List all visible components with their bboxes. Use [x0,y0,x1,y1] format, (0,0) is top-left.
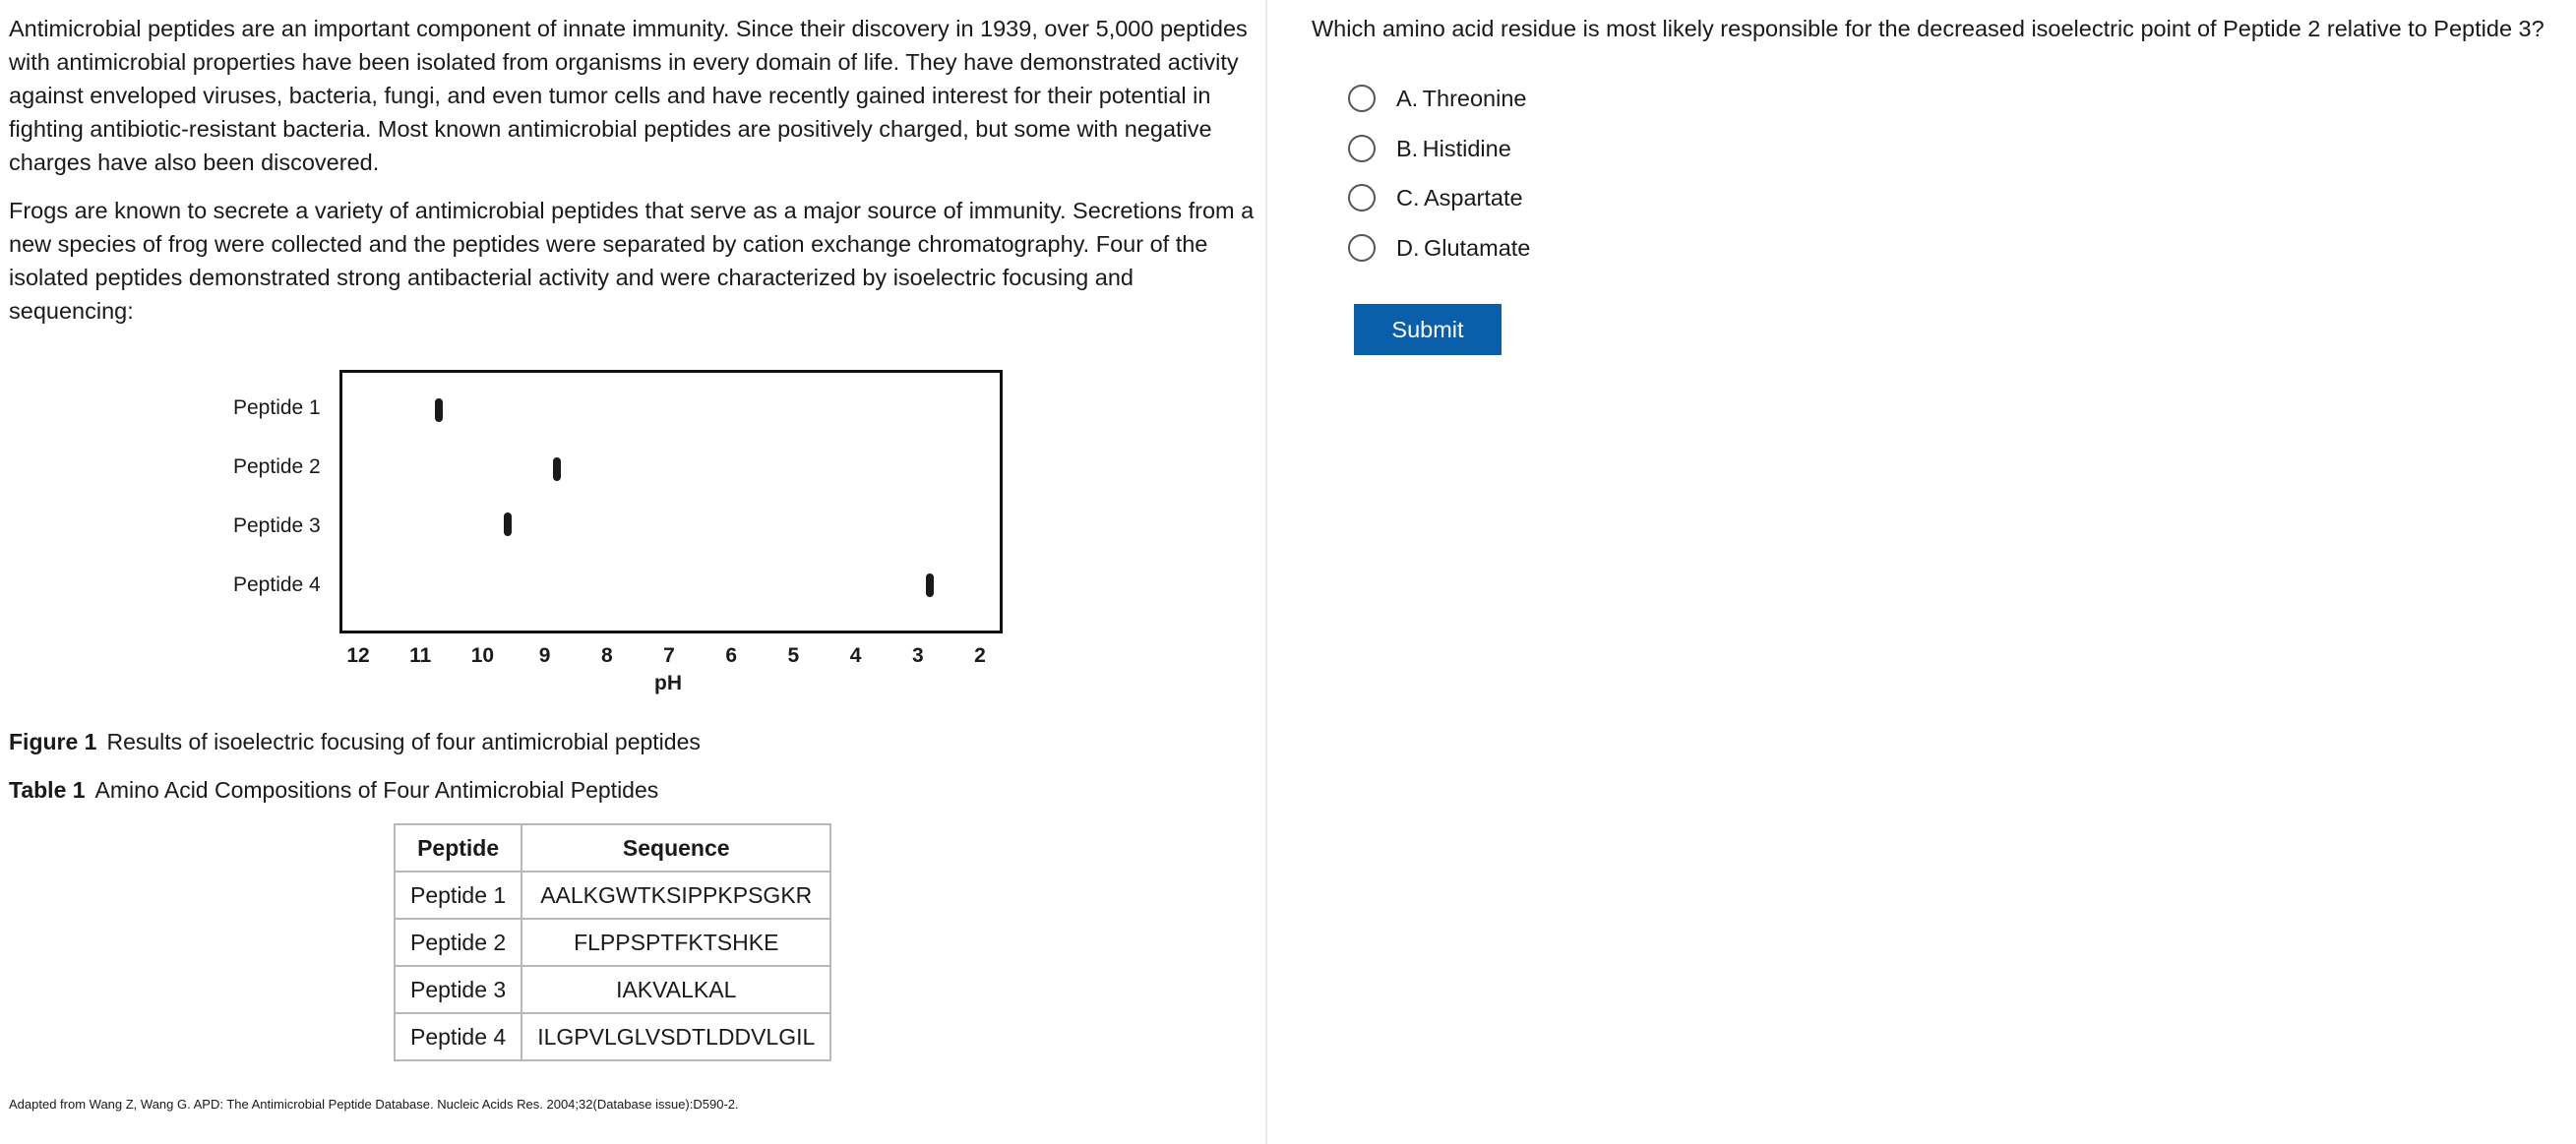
x-axis-label: pH [654,672,682,694]
x-tick-label: 9 [538,644,551,667]
option-letter: D. [1396,234,1420,261]
figure-label: Figure 1 [9,729,97,754]
peptide-sequence-table [394,823,831,1061]
option-letter: B. [1396,135,1419,161]
x-tick-label: 4 [849,644,862,667]
x-tick-label: 8 [600,644,613,667]
table-cell-peptide: Peptide 4 [395,1013,521,1060]
table-header-row [395,824,830,872]
x-tick-label: 2 [974,644,986,667]
x-tick-label: 11 [409,644,432,667]
row-label-peptide-1: Peptide 1 [233,396,321,419]
radio-button[interactable] [1348,184,1376,211]
figure-caption-text: Results of isoelectric focusing of four antimicrobial peptides [106,729,701,754]
row-label-peptide-2: Peptide 2 [233,455,321,478]
answer-option-d[interactable] [1348,230,1530,266]
table-caption [9,777,658,804]
option-label: Aspartate [1423,184,1523,211]
radio-button[interactable] [1348,85,1376,112]
peptide-band-1 [435,398,443,422]
table-row [395,919,830,966]
table-row [395,1013,830,1060]
passage-panel [0,0,1267,1144]
source-credit: Adapted from Wang Z, Wang G. APD: The Antimicrobial Peptide Database. Nucleic Acids Res. 2004;32(Database issue):D590-2. [9,1097,739,1112]
x-tick-label: 7 [663,644,675,667]
x-tick-label: 5 [787,644,800,667]
table-cell-peptide: Peptide 1 [395,872,521,919]
passage-paragraph-1: Antimicrobial peptides are an important component of innate immunity. Since their discovery in 1939, over 5,000 peptides with antimicrobial properties have been isolated from organisms in every domain of life. They have demonstrated activity against enveloped viruses, bacteria, fungi, and even tumor cells and have recently gained interest for their potential in fighting antibiotic-resistant bacteria. Most known antimicrobial peptides are positively charged, but some with negative charges have also been discovered. [9,16,1248,175]
option-label: Glutamate [1423,234,1531,261]
figure-caption [9,729,701,755]
row-label-peptide-4: Peptide 4 [233,573,321,596]
x-tick-label: 12 [346,644,370,667]
submit-button[interactable]: Submit [1354,304,1502,355]
radio-button[interactable] [1348,135,1376,162]
option-letter: C. [1396,184,1420,211]
table-cell-sequence: IAKVALKAL [521,966,830,1013]
table-cell-sequence: ILGPVLGLVSDTLDDVLGIL [521,1013,830,1060]
table-cell-sequence: AALKGWTKSIPPKPSGKR [521,872,830,919]
table-row [395,966,830,1013]
x-tick-label: 10 [470,644,495,667]
table-header-sequence: Sequence [521,824,830,872]
peptide-band-4 [926,573,934,597]
x-tick-label: 3 [911,644,924,667]
table-cell-peptide: Peptide 3 [395,966,521,1013]
option-label: Histidine [1422,135,1511,161]
table-header-peptide: Peptide [395,824,521,872]
passage-paragraph-2: Frogs are known to secrete a variety of antimicrobial peptides that serve as a major source of immunity. Secretions from a new species of frog were collected and the peptides were separated by cation exchange chromatography. Four of the isolated peptides demonstrated strong antibacterial activity and were characterized by isoelectric focusing and sequencing: [9,198,1255,324]
table-cell-sequence: FLPPSPTFKTSHKE [521,919,830,966]
question-panel [1267,0,2576,1144]
row-label-peptide-3: Peptide 3 [233,514,321,537]
peptide-band-2 [553,457,561,481]
table-cell-peptide: Peptide 2 [395,919,521,966]
answer-option-b[interactable] [1348,131,1511,166]
option-label: Threonine [1422,85,1527,111]
table-caption-text: Amino Acid Compositions of Four Antimicrobial Peptides [94,777,659,803]
radio-button[interactable] [1348,234,1376,262]
table-row [395,872,830,919]
table-label: Table 1 [9,777,86,803]
peptide-band-3 [504,512,512,536]
question-text: Which amino acid residue is most likely responsible for the decreased isoelectric point of Peptide 2 relative to Peptide 3? [1312,16,2545,41]
option-letter: A. [1396,85,1419,111]
answer-option-c[interactable] [1348,180,1523,215]
x-tick-label: 6 [725,644,738,667]
answer-option-a[interactable] [1348,81,1527,116]
